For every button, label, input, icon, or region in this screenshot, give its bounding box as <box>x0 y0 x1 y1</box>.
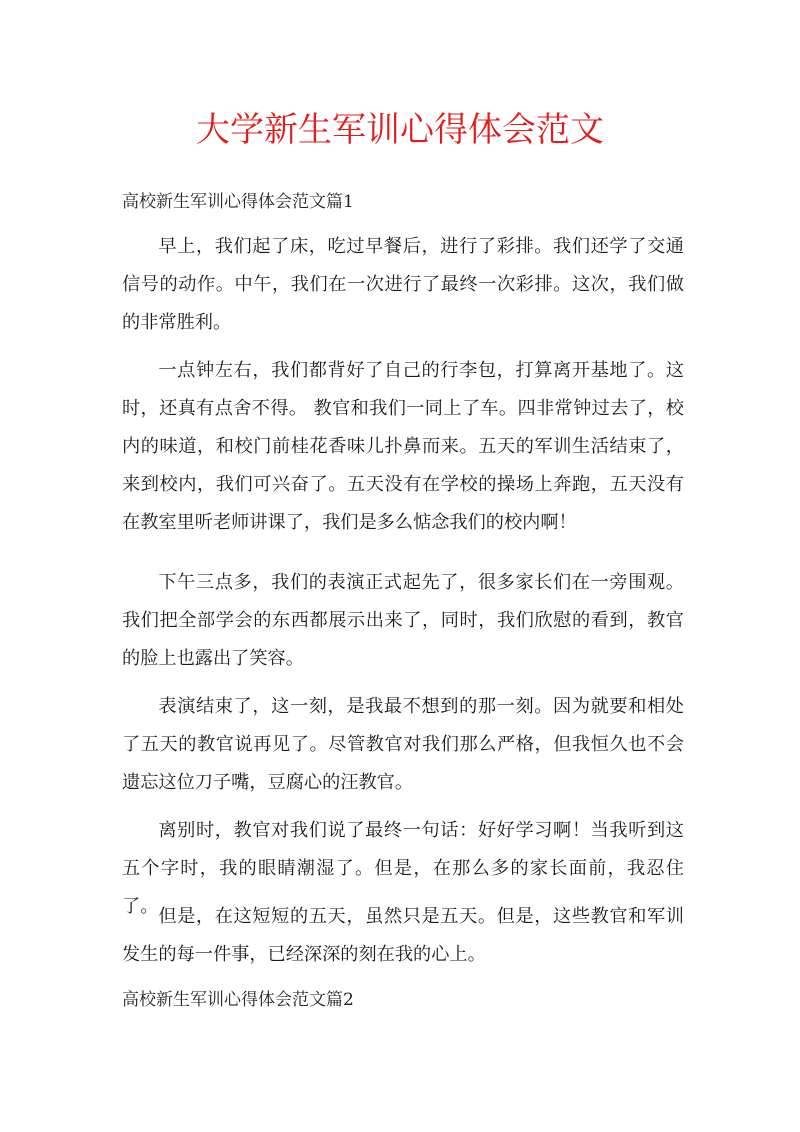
paragraph-2: 一点钟左右，我们都背好了自己的行李包，打算离开基地了。这时，还真有点舍不得。 教官和我们一同上了车。四非常钟过去了，校内的味道，和校门前桂花香味儿扑鼻而来。五天的军训生活结束了，来到校内，我们可兴奋了。五天没有在学校的操场上奔跑，五天没有在教室里听老师讲课了，我们是多么惦念我们的校内啊！ <box>122 360 684 533</box>
document-title: 大学新生军训心得体会范文 <box>196 110 604 150</box>
paragraph-3: 下午三点多，我们的表演正式起先了，很多家长们在一旁围观。我们把全部学会的东西都展示出来了，同时，我们欣慰的看到，教官的脸上也露出了笑容。 <box>122 572 684 669</box>
paragraph-5: 离别时，教官对我们说了最终一句话：好好学习啊！当我听到这五个字时，我的眼睛潮湿了。但是，在那么多的家长面前，我忍住了。 <box>122 820 684 917</box>
paragraph-4: 表演结束了，这一刻，是我最不想到的那一刻。因为就要和相处了五天的教官说再见了。尽管教官对我们那么严格，但我恒久也不会遗忘这位刀子嘴，豆腐心的汪教官。 <box>122 696 684 793</box>
paragraph-6: 但是，在这短短的五天，虽然只是五天。但是，这些教官和军训发生的每一件事，已经深深的刻在我的心上。 <box>122 906 684 965</box>
section-heading-1: 高校新生军训心得体会范文篇1 <box>122 192 354 212</box>
paragraph-1: 早上，我们起了床，吃过早餐后，进行了彩排。我们还学了交通信号的动作。中午，我们在一次进行了最终一次彩排。这次，我们做的非常胜利。 <box>122 236 684 333</box>
section-heading-2: 高校新生军训心得体会范文篇2 <box>122 990 354 1010</box>
